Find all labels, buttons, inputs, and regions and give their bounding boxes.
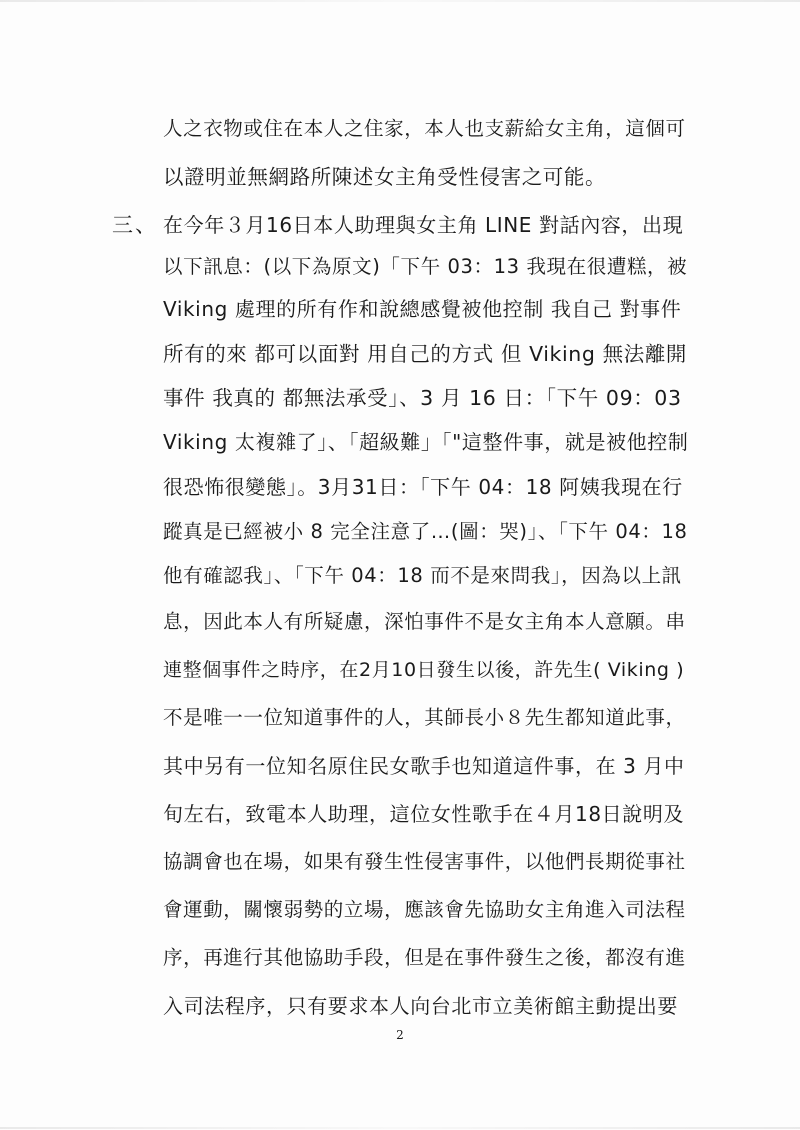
text-line: 息，因此本人有所疑慮，深怕事件不是女主角本人意願。串	[163, 610, 686, 633]
page-number: 2	[396, 1028, 404, 1042]
text-line: 他有確認我」、「下午 04：18 而不是來問我」，因為以上訊	[163, 564, 682, 587]
text-line: 事件 我真的 都無法承受」、3 月 16 日：「下午 09：03	[163, 386, 682, 410]
text-line: 所有的來 都可以面對 用自己的方式 但 Viking 無法離開	[163, 342, 688, 366]
text-line: Viking 太複雜了」、「超級難」「"這整件事，就是被他控制	[163, 430, 689, 454]
section-marker: 三、	[112, 213, 158, 237]
text-line: 會運動，關懷弱勢的立場，應該會先協助女主角進入司法程	[163, 898, 686, 921]
scan-edge-top	[0, 0, 800, 2]
text-line: 連整個事件之時序，在2月10日發生以後，許先生( Viking )	[163, 659, 685, 681]
text-line: 序，再進行其他協助手段，但是在事件發生之後，都沒有進	[163, 946, 686, 969]
text-line: 其中另有一位知名原住民女歌手也知道這件事，在 3 月中	[163, 754, 685, 778]
text-line: 以下訊息：(以下為原文)「下午 03：13 我現在很遭糕，被	[163, 255, 688, 278]
text-line: Viking 處理的所有作和說總感覺被他控制 我自己 對事件	[163, 297, 682, 321]
text-line: 協調會也在場，如果有發生性侵害事件，以他們長期從事社	[163, 850, 686, 873]
text-line: 旬左右，致電本人助理，這位女性歌手在４月18日說明及	[163, 802, 685, 826]
text-line: 入司法程序，只有要求本人向台北市立美術館主動提出要	[163, 994, 678, 1018]
text-line: 很恐怖很變態」。3月31日：「下午 04：18 阿姨我現在行	[163, 475, 683, 499]
scan-edge-bottom	[0, 1127, 800, 1129]
text-line: 以證明並無網路所陳述女主角受性侵害之可能。	[163, 165, 607, 189]
text-line: 人之衣物或住在本人之住家，本人也支薪給女主角，這個可	[163, 117, 686, 140]
text-line: 在今年３月16日本人助理與女主角 LINE 對話內容，出現	[163, 213, 684, 237]
text-line: 不是唯一一位知道事件的人，其師長小８先生都知道此事，	[163, 706, 686, 729]
text-line: 蹤真是已經被小 8 完全注意了…(圖：哭)」、「下午 04：18	[163, 520, 688, 543]
